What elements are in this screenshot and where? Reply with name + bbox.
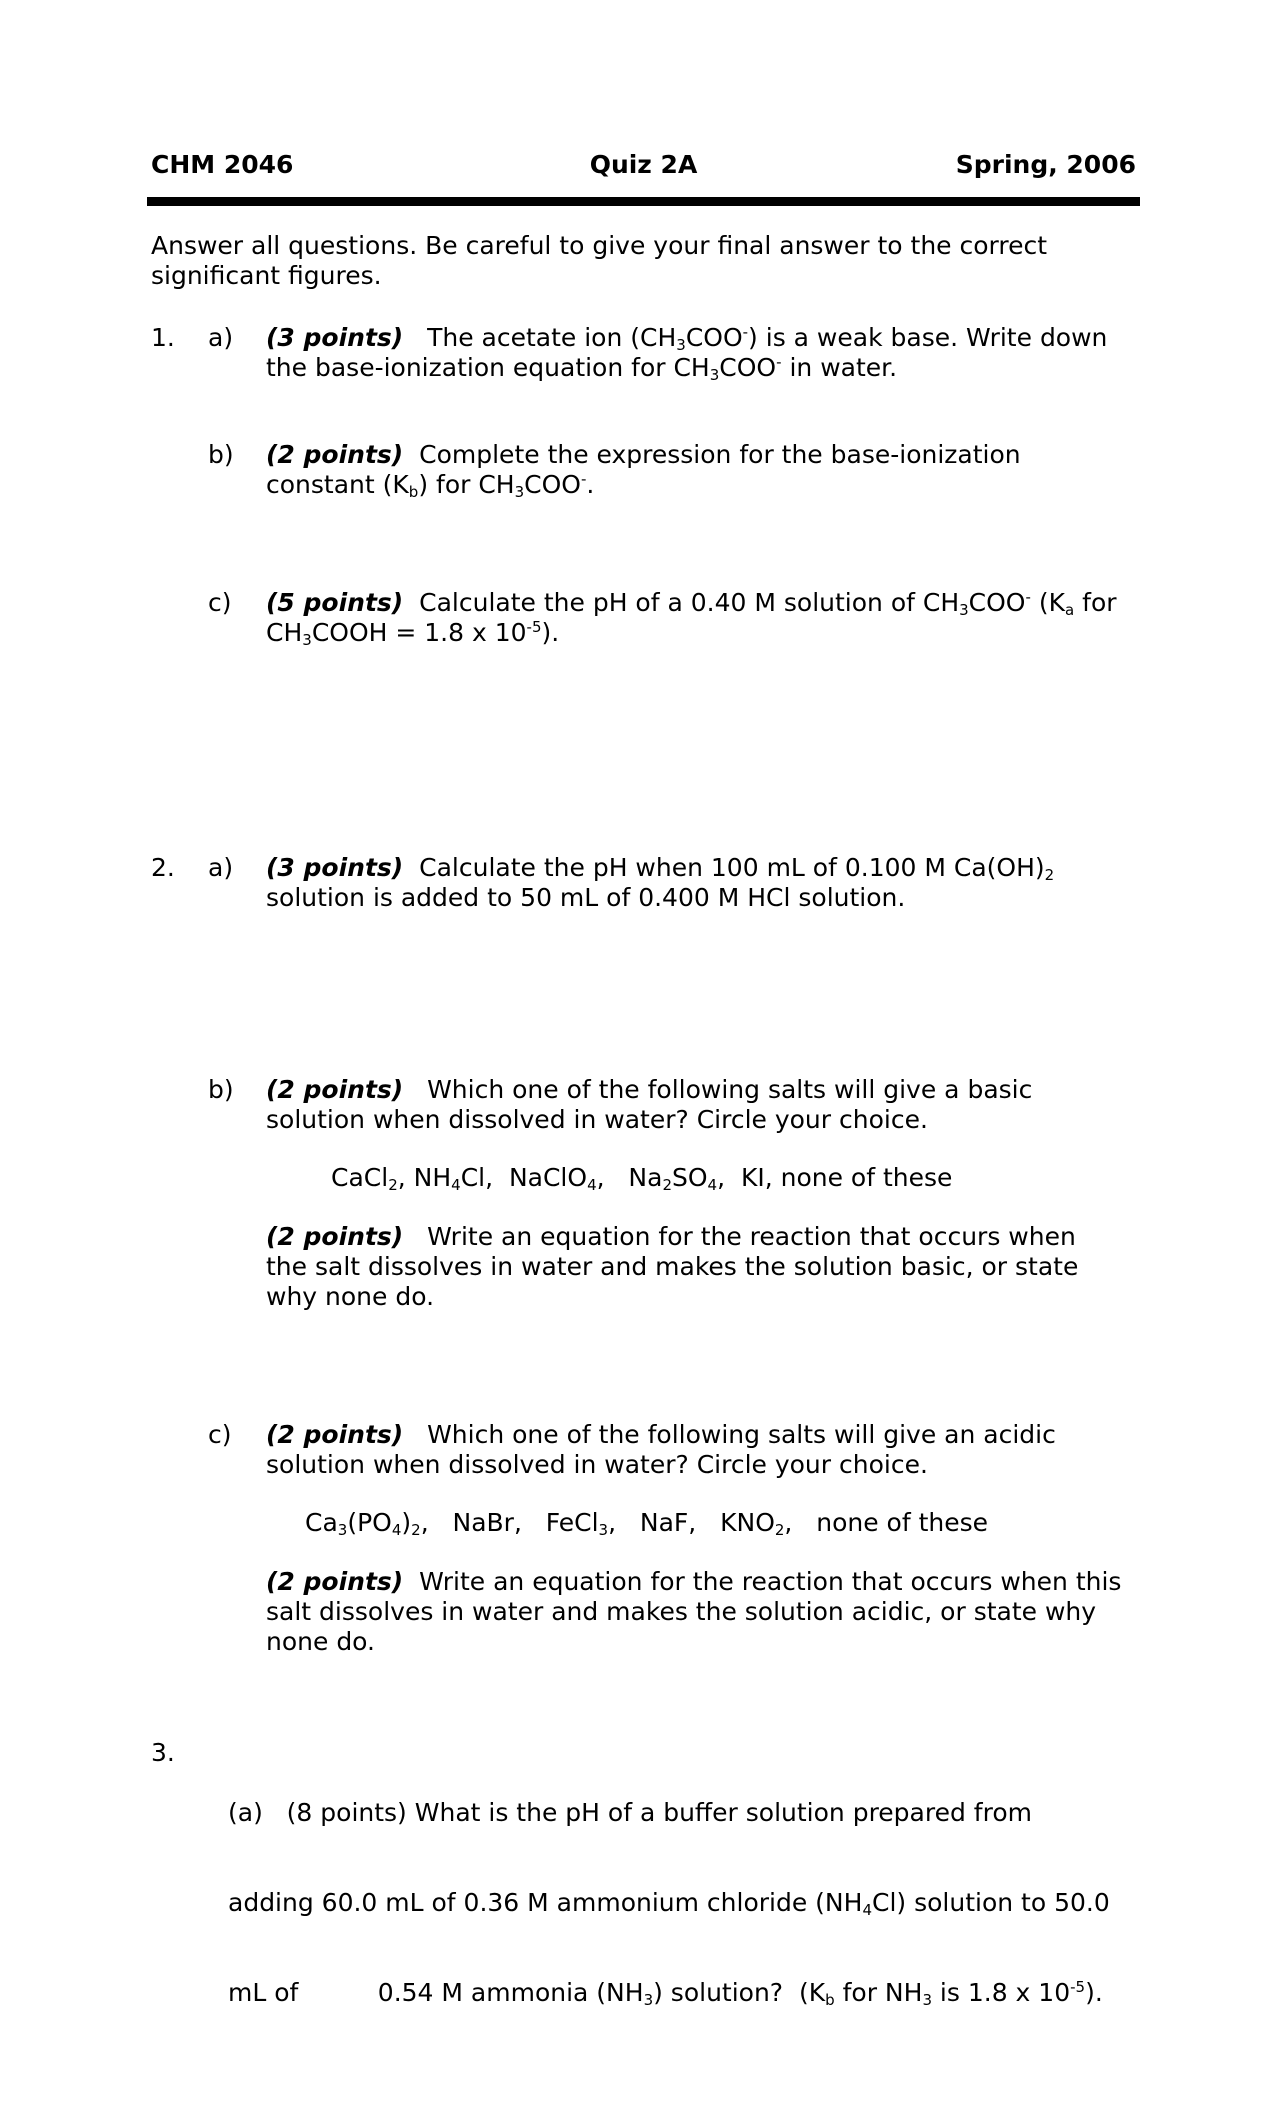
page-header [151,150,1136,186]
q3a-text: (a) (8 points) What is the pH of a buffer solution prepared from adding 60.0 mL of 0.36 M ammonium chloride $(NH_4Cl)$ solution to 50.0 mL of 0.54 M ammonia $(NH_3)$ solution? ($K_b$ for $NH_3$ is 1.8 x $10^{-5}$). [228,1798,1110,2009]
q2c-choices: $Ca_3(PO_4)_2$, NaBr, FeCl$_3$, NaF, $KNO_2$, none of these [305,1508,989,1539]
q2b-equation-prompt: (2 points) Write an equation for the reaction that occurs when the salt dissolves in water and makes the solution basic, or state why none do. [266,1222,1079,1311]
header-rule [147,197,1140,206]
q2c-text: (2 points) Which one of the following salts will give an acidic solution when dissolved in water? Circle your choice. [266,1420,1056,1479]
q1b-text: (2 points) Complete the expression for the base-ionization constant $(K_b)$ for $CH_3COO^-$. [266,440,1021,501]
q2b-choices: CaCl$_2$, $NH_4Cl$, NaClO$_4$, $Na_2SO_4$, KI, none of these [331,1163,953,1194]
q2a-text: (3 points) Calculate the pH when 100 mL of 0.100 M $Ca(OH)_2$ solution is added to 50 mL of 0.400 M HCl solution. [266,853,1055,912]
question-2-number: 2. [151,853,175,882]
q1c-label: c) [208,588,232,617]
q1a-label: a) [208,323,234,352]
q2b-text: (2 points) Which one of the following salts will give a basic solution when dissolved in water? Circle your choice. [266,1075,1033,1134]
term: Spring, 2006 [955,150,1136,179]
q2b-label: b) [208,1075,234,1104]
q2c-label: c) [208,1420,232,1449]
q1c-text: (5 points) Calculate the pH of a 0.40 M solution of $CH_3COO^-$ ($K_a$ for $CH_3COOH = 1.8$ x $10^{-5}$). [266,588,1117,649]
question-3-number: 3. [151,1738,175,1767]
q2c-equation-prompt: (2 points) Write an equation for the reaction that occurs when this salt dissolves in water and makes the solution acidic, or state why none do. [266,1567,1122,1656]
course-code: CHM 2046 [151,150,294,179]
q2a-label: a) [208,853,234,882]
instructions: Answer all questions. Be careful to give your final answer to the correct significant figures. [151,231,1048,290]
question-1-number: 1. [151,323,175,352]
q1b-label: b) [208,440,234,469]
q1a-text: (3 points) The acetate ion $(CH_3COO^-)$ is a weak base. Write down the base-ionization equation for $CH_3COO^-$ in water. [266,323,1108,384]
quiz-title: Quiz 2A [589,150,698,179]
